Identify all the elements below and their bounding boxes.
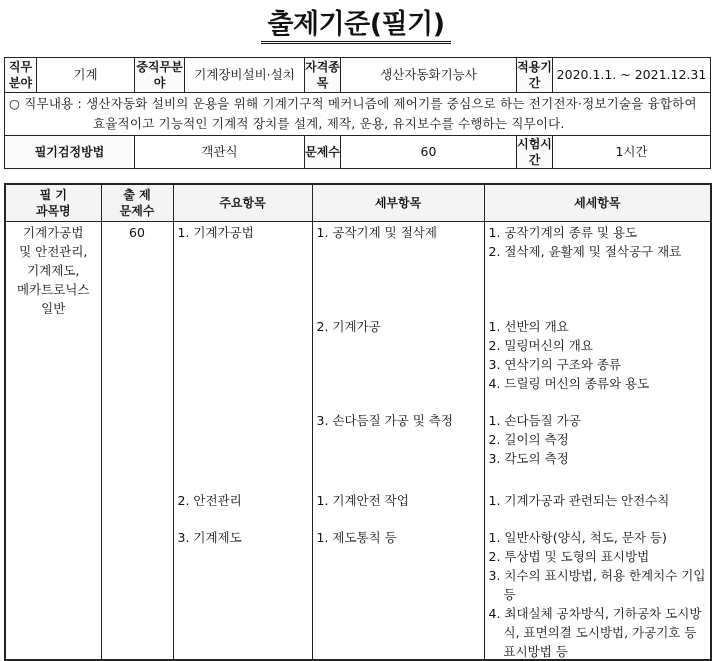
detail-group-2 [489, 317, 707, 411]
detail-item: 2. 길이의 측정 [488, 432, 569, 447]
detail-group-3 [489, 411, 707, 491]
detail-item: 4. 최대실체 공차방식, 기하공차 도시방식, 표면의결 도시방법, 가공기호 등 표시방법 등 [488, 606, 702, 659]
subfield-value: 기계장비설비·설치 [185, 58, 305, 93]
time-label: 시험시간 [517, 137, 552, 167]
method-label: 필기검정방법 [5, 136, 135, 169]
detail-group-4 [489, 491, 707, 528]
detail-item: 1. 기계가공과 관련되는 안전수칙 [488, 493, 670, 508]
field-value: 기계 [37, 58, 135, 93]
cert-label: 자격종목 [305, 58, 341, 93]
main-item-3: 3. 기계제도 [177, 530, 242, 545]
detail-item: 1. 손다듬질 가공 [488, 413, 581, 428]
period-value: 2020.1.1. ~ 2021.12.31 [553, 58, 711, 93]
detail-item: 2. 절삭제, 윤활제 및 절삭공구 재료 [488, 244, 682, 259]
document-title: 출제기준(필기) [0, 2, 712, 41]
detail-group-5 [489, 528, 707, 658]
detail-item: 4. 드릴링 머신의 종류와 용도 [488, 376, 650, 391]
count-label: 문제수 [305, 136, 341, 169]
header-main-item: 주요항목 [173, 184, 312, 222]
cert-value: 생산자동화기능사 [341, 58, 517, 93]
main-items-column [173, 222, 312, 661]
detail-item: 1. 일반사항(양식, 척도, 문자 등) [488, 530, 667, 545]
header-subject: 필 기 과목명 [5, 184, 101, 222]
num-questions: 60 [101, 222, 173, 661]
detail-item: 3. 연삭기의 구조와 종류 [488, 357, 622, 372]
duty-label: ○ 직무내용 : [9, 96, 82, 111]
duty-text: 생산자동화 설비의 운용을 위해 기계기구적 메커니즘에 제어기를 중심으로 하는 전기전자·정보기술을 융합하여 효율적이고 기능적인 기계적 장치를 설계, 제작, 운용, 유지보수를 수행하는 직무이다. [86, 96, 697, 131]
detail-item: 2. 투상법 및 도형의 표시방법 [488, 549, 650, 564]
field-label: 직무분야 [5, 58, 37, 93]
time-value: 1시간 [553, 136, 711, 169]
main-item-2: 2. 안전관리 [177, 493, 242, 508]
detail-item: 3. 치수의 표시방법, 허용 한계치수 기입 등 [488, 568, 706, 602]
subfield-label: 중직무분야 [135, 58, 185, 93]
detail-item: 1. 선반의 개요 [488, 319, 569, 334]
main-item-1: 1. 기계가공법 [177, 225, 254, 240]
header-detail-item: 세세항목 [484, 184, 711, 222]
header-num-questions: 출 제 문제수 [101, 184, 173, 222]
count-value: 60 [341, 136, 517, 169]
info-table [4, 57, 711, 169]
detail-group-1 [489, 223, 707, 317]
sub-item-3: 3. 손다듬질 가공 및 측정 [316, 413, 453, 428]
sub-item-2: 2. 기계가공 [316, 319, 381, 334]
sub-item-4: 1. 기계안전 작업 [316, 493, 409, 508]
subject-name: 기계가공법 및 안전관리, 기계제도, 메카트로닉스 일반 [5, 222, 101, 661]
detail-item: 3. 각도의 측정 [488, 451, 569, 466]
period-label: 적용기간 [517, 58, 553, 93]
sub-item-1: 1. 공작기계 및 절삭제 [316, 225, 437, 240]
exam-criteria-table [4, 183, 712, 661]
method-value: 객관식 [135, 136, 305, 169]
detail-item: 1. 공작기계의 종류 및 용도 [488, 225, 638, 240]
detail-items-column [484, 222, 711, 661]
sub-item-5: 1. 제도통칙 등 [316, 530, 397, 545]
duty-description [5, 93, 711, 136]
header-sub-item: 세부항목 [312, 184, 484, 222]
detail-item: 2. 밀링머신의 개요 [488, 338, 593, 353]
sub-items-column [312, 222, 484, 661]
